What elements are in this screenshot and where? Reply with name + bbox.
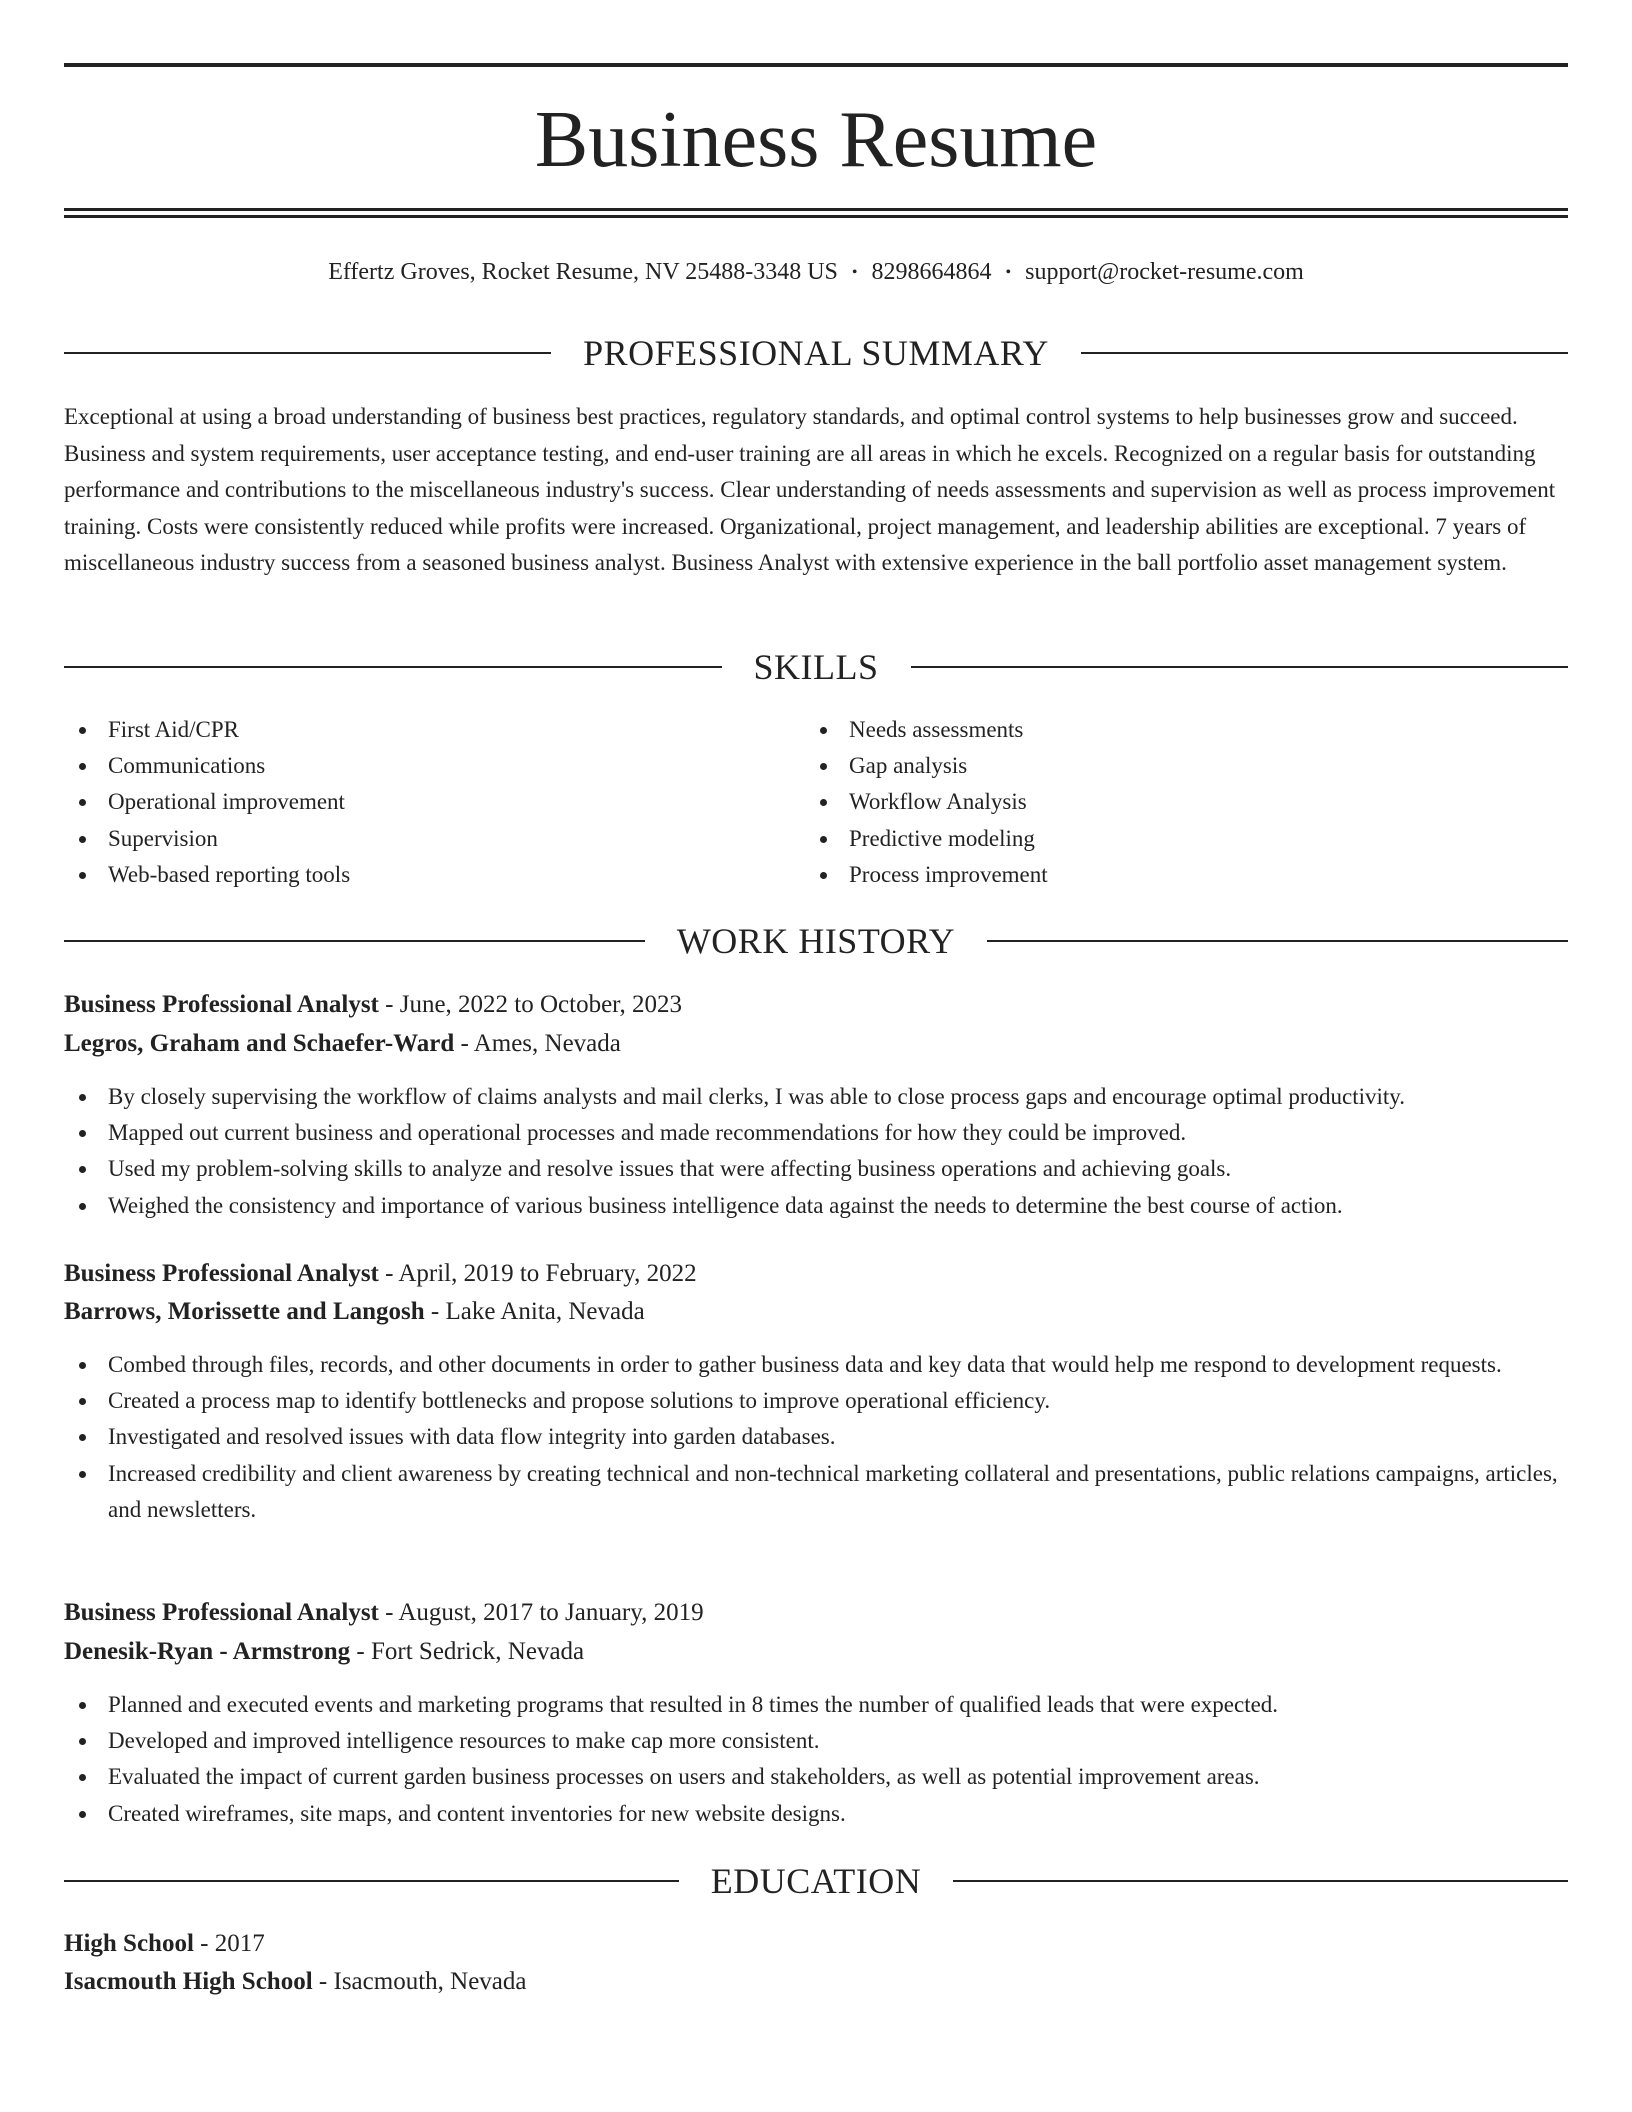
section-heading-skills — [64, 645, 1568, 689]
job-company-line — [64, 1293, 1568, 1331]
education-year: - 2017 — [193, 1930, 265, 1957]
section-heading-education — [64, 1859, 1568, 1903]
skill-item: Needs assessments — [805, 712, 1568, 748]
job-bullet: By closely supervising the workflow of claims analysts and mail clerks, I was able to close process gaps and encourage optimal productivity. — [64, 1079, 1568, 1115]
section-title: PROFESSIONAL SUMMARY — [583, 333, 1049, 373]
education-location: - Isacmouth, Nevada — [312, 1968, 527, 1995]
heading-rule — [953, 1880, 1568, 1882]
skill-item: Gap analysis — [805, 748, 1568, 784]
skill-item: First Aid/CPR — [64, 712, 804, 748]
skill-item: Web-based reporting tools — [64, 857, 804, 893]
job-bullet: Weighed the consistency and importance of various business intelligence data against the needs to determine the best course of action. — [64, 1188, 1568, 1224]
job-company: Denesik-Ryan - Armstrong — [64, 1638, 351, 1665]
education-school-line — [64, 1963, 1568, 2001]
job-company: Legros, Graham and Schaefer-Ward — [64, 1030, 455, 1057]
job-bullet-list — [64, 1079, 1568, 1224]
job-bullet: Increased credibility and client awareness by creating technical and non-technical marketing collateral and presentations, public relations campaigns, articles, and newsletters. — [64, 1456, 1568, 1528]
header-double-rule-lower — [64, 215, 1568, 218]
job-location: - Lake Anita, Nevada — [424, 1298, 645, 1325]
job-title: Business Professional Analyst — [64, 1599, 379, 1626]
heading-rule — [64, 666, 722, 668]
job-company-line — [64, 1025, 1568, 1063]
job-bullet-list — [64, 1687, 1568, 1832]
heading-rule — [1081, 352, 1568, 354]
contact-separator: • — [1005, 264, 1012, 281]
heading-rule — [987, 940, 1568, 942]
job-title-line — [64, 1255, 1568, 1293]
skill-item: Predictive modeling — [805, 821, 1568, 857]
job-title: Business Professional Analyst — [64, 991, 379, 1018]
job-dates: - April, 2019 to February, 2022 — [378, 1260, 697, 1287]
section-heading-summary — [64, 331, 1568, 375]
job-location: - Ames, Nevada — [454, 1030, 621, 1057]
job-bullet: Developed and improved intelligence resources to make cap more consistent. — [64, 1723, 1568, 1759]
job-bullet: Created wireframes, site maps, and content inventories for new website designs. — [64, 1796, 1568, 1832]
section-heading-work-history — [64, 919, 1568, 963]
contact-email: support@rocket-resume.com — [1025, 259, 1304, 285]
job-bullet: Mapped out current business and operational processes and made recommendations for how they could be improved. — [64, 1115, 1568, 1151]
heading-rule — [911, 666, 1569, 668]
job-bullet: Planned and executed events and marketing programs that resulted in 8 times the number of qualified leads that were expected. — [64, 1687, 1568, 1723]
job-bullet-list — [64, 1347, 1568, 1528]
job-dates: - August, 2017 to January, 2019 — [378, 1599, 704, 1626]
job-dates: - June, 2022 to October, 2023 — [378, 991, 683, 1018]
heading-rule — [64, 1880, 679, 1882]
contact-line — [64, 254, 1568, 291]
job-title: Business Professional Analyst — [64, 1260, 379, 1287]
contact-separator: • — [851, 264, 858, 281]
heading-rule — [64, 352, 551, 354]
section-title: EDUCATION — [710, 1861, 922, 1901]
education-school: Isacmouth High School — [64, 1968, 313, 1995]
contact-phone: 8298664864 — [871, 259, 992, 285]
job-bullet: Investigated and resolved issues with data flow integrity into garden databases. — [64, 1419, 1568, 1455]
skills-list-right — [805, 712, 1568, 893]
skill-item: Workflow Analysis — [805, 784, 1568, 820]
contact-address: Effertz Groves, Rocket Resume, NV 25488-3348 US — [328, 259, 838, 285]
skill-item: Supervision — [64, 821, 804, 857]
education-degree: High School — [64, 1930, 194, 1957]
job-bullet: Created a process map to identify bottlenecks and propose solutions to improve operational efficiency. — [64, 1383, 1568, 1419]
job-title-line — [64, 986, 1568, 1024]
job-bullet: Evaluated the impact of current garden business processes on users and stakeholders, as well as potential improvement areas. — [64, 1759, 1568, 1795]
job-company: Barrows, Morissette and Langosh — [64, 1298, 425, 1325]
job-bullet: Combed through files, records, and other documents in order to gather business data and key data that would help me respond to development requests. — [64, 1347, 1568, 1383]
heading-rule — [64, 940, 645, 942]
summary-text: Exceptional at using a broad understanding of business best practices, regulatory standards, and optimal control systems to help businesses grow and succeed. Business and system requirements, user acceptance testing, and end-user training are all areas in which he excels. Recognized on a regular basis for outstanding performance and contributions to the miscellaneous industry's success. Clear understanding of needs assessments and supervision as well as process improvement training. Costs were consistently reduced while profits were increased. Organizational, project management, and leadership abilities are exceptional. 7 years of miscellaneous industry success from a seasoned business analyst. Business Analyst with extensive experience in the ball portfolio asset management system. — [64, 404, 1556, 575]
skill-item: Operational improvement — [64, 784, 804, 820]
section-title: SKILLS — [753, 647, 879, 687]
resume-title: Business Resume — [534, 96, 1098, 184]
job-title-line — [64, 1594, 1568, 1632]
skill-item: Communications — [64, 748, 804, 784]
education-degree-line — [64, 1925, 1568, 1963]
header-top-rule — [64, 63, 1568, 67]
skills-list-left — [64, 712, 804, 893]
section-title: WORK HISTORY — [676, 921, 956, 961]
job-company-line — [64, 1633, 1568, 1671]
skill-item: Process improvement — [805, 857, 1568, 893]
job-bullet: Used my problem-solving skills to analyze and resolve issues that were affecting business operations and achieving goals. — [64, 1151, 1568, 1187]
header-double-rule-upper — [64, 208, 1568, 211]
job-location: - Fort Sedrick, Nevada — [350, 1638, 585, 1665]
